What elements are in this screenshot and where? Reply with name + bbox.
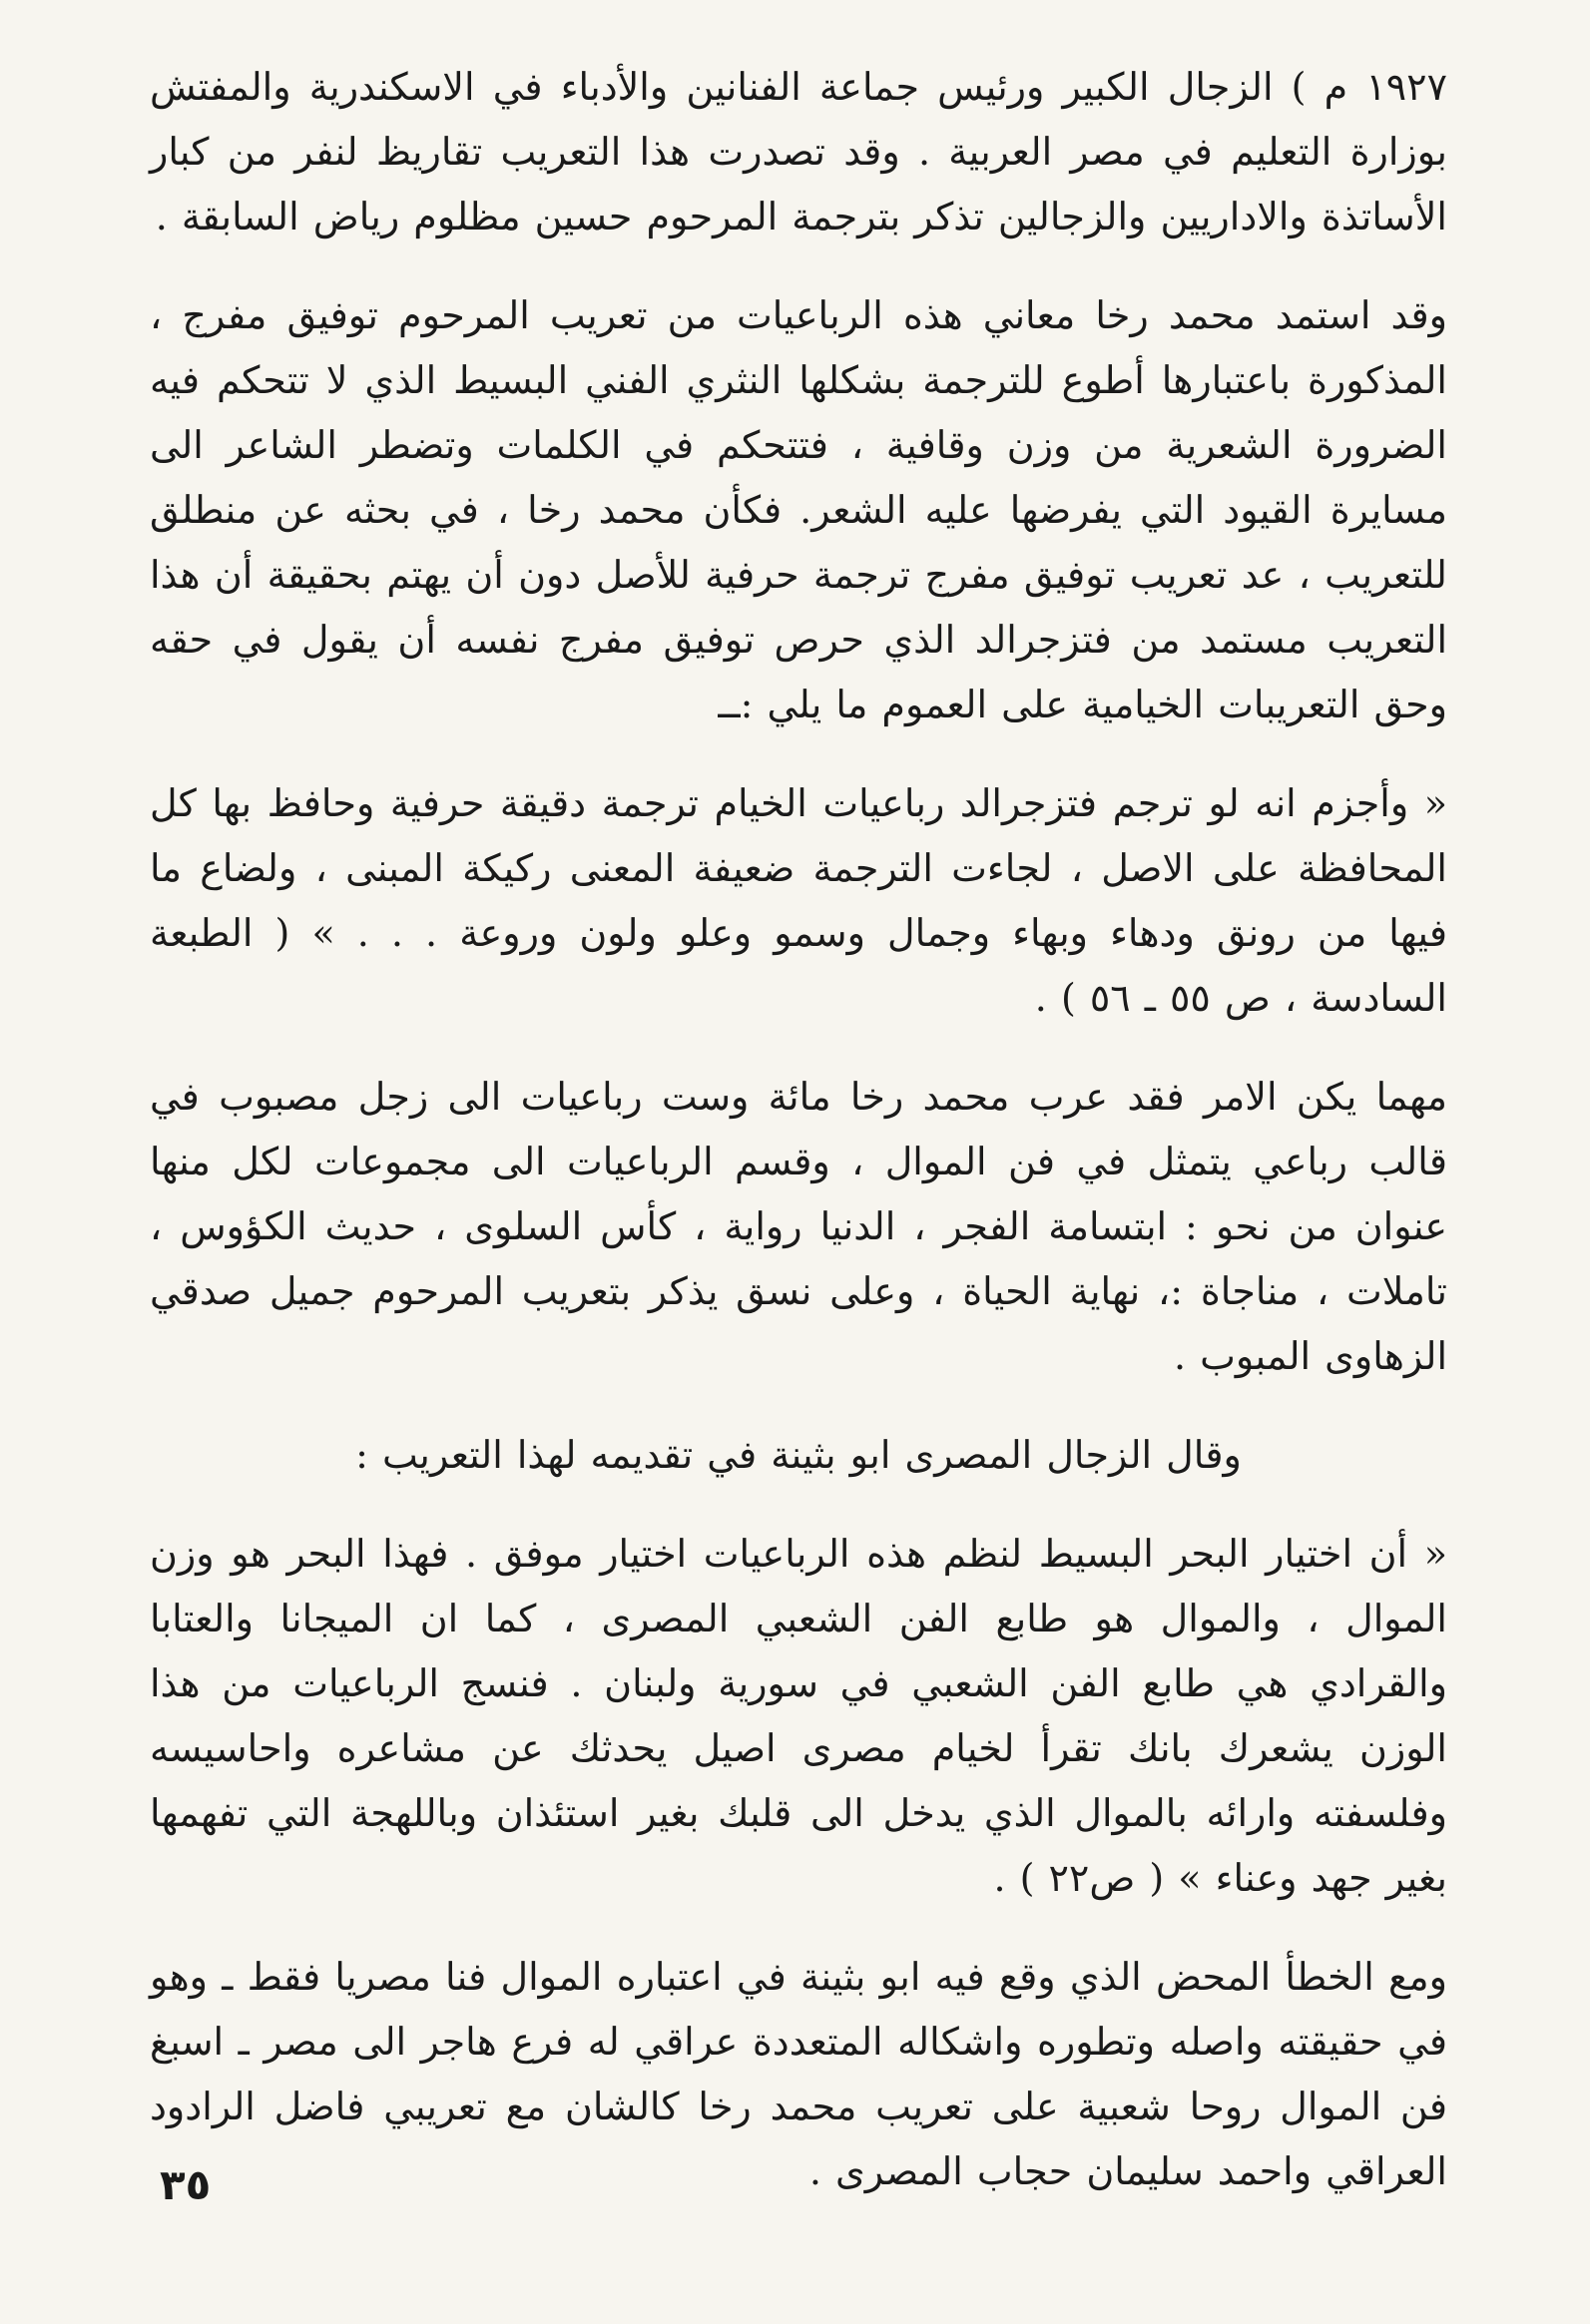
paragraph-7: ومع الخطأ المحض الذي وقع فيه ابو بثينة في اعتباره الموال فنا مصريا فقط ـ وهو في حقيقته واصله وتطوره واشكاله المتعددة عراقي له فرع هاجر الى مصر ـ اسبغ فن الموال روحا شعبية على تعريب محمد رخا كالشان مع تعريبي فاضل الرادود العراقي واحمد سليمان حجاب المصرى . — [150, 1955, 1447, 2193]
page-body — [150, 55, 1447, 2238]
paragraph-4: مهما يكن الامر فقد عرب محمد رخا مائة وست رباعيات الى زجل مصبوب في قالب رباعي يتمثل في فن الموال ، وقسم الرباعيات الى مجموعات لكل منها عنوان من نحو : ابتسامة الفجر ، الدنيا رواية ، كأس السلوى ، حديث الكؤوس ، تاملات ، مناجاة :، نهاية الحياة ، وعلى نسق يذكر بتعريب المرحوم جميل صدقي الزهاوى المبوب . — [150, 1075, 1447, 1378]
paragraph-2: وقد استمد محمد رخا معاني هذه الرباعيات من تعريب المرحوم توفيق مفرج ، المذكورة باعتبارها أطوع للترجمة بشكلها النثري الفني البسيط الذي لا تتحكم فيه الضرورة الشعرية من وزن وقافية ، فتتحكم في الكلمات وتضطر الشاعر الى مسايرة القيود التي يفرضها عليه الشعر. فكأن محمد رخا ، في بحثه عن منطلق للتعريب ، عد تعريب توفيق مفرج ترجمة حرفية للأصل دون أن يهتم بحقيقة أن هذا التعريب مستمد من فتزجرالد الذي حرص توفيق مفرج نفسه أن يقول في حقه وحق التعريبات الخيامية على العموم ما يلي :ــ — [150, 293, 1447, 726]
paragraph-6-quote: « أن اختيار البحر البسيط لنظم هذه الرباعيات اختيار موفق . فهذا البحر هو وزن الموال ، والموال هو طابع الفن الشعبي المصرى ، كما ان الميجانا والعتابا والقرادي هي طابع الفن الشعبي في سورية ولبنان . فنسج الرباعيات من هذا الوزن يشعرك بانك تقرأ لخيام مصرى اصيل يحدثك عن مشاعره واحاسيسه وفلسفته وارائه بالموال الذي يدخل الى قلبك بغير استئذان وباللهجة التي تفهمها بغير جهد وعناء » ( ص٢٢ ) . — [150, 1532, 1447, 1900]
page-number: ٣٥ — [160, 2160, 212, 2209]
paragraph-3-quote: « وأجزم انه لو ترجم فتزجرالد رباعيات الخيام ترجمة دقيقة حرفية وحافظ بها كل المحافظة على الاصل ، لجاءت الترجمة ضعيفة المعنى ركيكة المبنى ، ولضاع ما فيها من رونق ودهاء وبهاء وجمال وسمو وعلو ولون وروعة . . . » ( الطبعة السادسة ، ص ٥٥ ـ ٥٦ ) . — [150, 781, 1447, 1020]
paragraph-1: ١٩٢٧ م ) الزجال الكبير ورئيس جماعة الفنانين والأدباء في الاسكندرية والمفتش بوزارة التعليم في مصر العربية . وقد تصدرت هذا التعريب تقاريظ لنفر من كبار الأساتذة والاداريين والزجالين تذكر بترجمة المرحوم حسين مظلوم رياض السابقة . — [150, 65, 1447, 238]
paragraph-5: وقال الزجال المصرى ابو بثينة في تقديمه لهذا التعريب : — [355, 1433, 1242, 1477]
